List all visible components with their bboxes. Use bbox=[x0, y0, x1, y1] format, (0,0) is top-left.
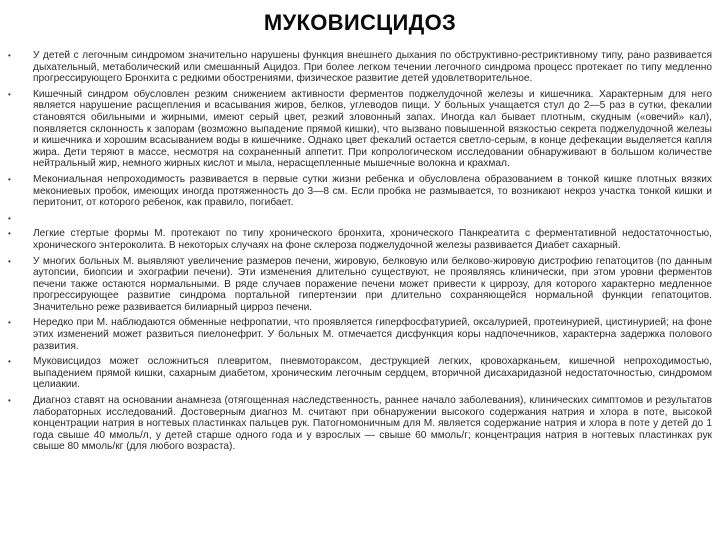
bullet-text bbox=[33, 213, 712, 225]
bullet-list bbox=[8, 50, 712, 457]
bullet-text: У многих больных М. выявляют увеличение размеров печени, жировую, белковую или белково-жировую дистрофию гепатоцитов (по данным аутопсии, биопсии и эхографии печени). Эти изменения длительно существуют, не проявляясь клинически, при этом уровни ферментов печени также остаются нормальными. В ряде случаев поражение печени может привести к циррозу, для которого характерно медленное прогрессирующее развитие синдрома портальной гипертензии при длительно сохраняющейся нормальной функции гепатоцитов. Значительно реже развивается билиарный цирроз печени. bbox=[33, 255, 712, 313]
bullet-icon: • bbox=[8, 256, 11, 266]
slide-title: МУКОВИСЦИДОЗ bbox=[263, 10, 457, 35]
bullet-icon: • bbox=[8, 89, 11, 99]
bullet-item bbox=[8, 256, 712, 314]
bullet-text: Легкие стертые формы М. протекают по типу хронического бронхита, хронического Панкреатита с ферментативной недостаточностью, хронического энтероколита. В некоторых случаях на фоне склероза поджелудочной железы развивается Диабет сахарный. bbox=[33, 228, 712, 251]
bullet-icon: • bbox=[8, 174, 11, 184]
bullet-icon: • bbox=[8, 357, 11, 367]
bullet-item bbox=[8, 174, 712, 209]
bullet-text: Кишечный синдром обусловлен резким снижением активности ферментов поджелудочной железы и кишечника. Характерным для него является нарушение расщепления и всасывания жиров, белков, углеводов пищи. У больных учащается стул до 2—5 раз в сутки, фекалии становятся обильными и жирными, имеют серый цвет, резкий зловонный запах. Иногда кал бывает плотным, скудным («овечий» кал), появляется склонность к запорам (возможно выпадение прямой кишки), что вызвано повышенной вязкостью секрета поджелудочной железы и кишечника и хорошим всасыванием воды в кишечнике. Однако цвет фекалий остается светло-серым, в конце дефекации выделяется капля жира. Дети теряют в массе, несмотря на сохраненный аппетит. При копрологическом исследовании обнаруживают в большом количестве нейтральный жир, немного жирных кислот и мыла, нерасщепленные мышечные волокна и крахмал. bbox=[33, 88, 712, 170]
bullet-text: Нередко при М. наблюдаются обменные нефропатии, что проявляется гиперфосфатурией, оксалурией, протеинурией, цистинурией; на фоне этих изменений может развиться пиелонефрит. У больных М. отмечается дисфункция коры надпочечников, характерна задержка полового развития. bbox=[33, 317, 712, 352]
bullet-icon: • bbox=[8, 51, 11, 60]
bullet-icon: • bbox=[8, 318, 11, 328]
bullet-text: У детей с легочным синдромом значительно нарушены функция внешнего дыхания по обструктивно-рестриктивному типу, рано развивается дыхательный, метаболический или смешанный Ацидоз. При более легком течении легочного синдрома процесс протекает по типу медленно прогрессирующего Бронхита с редкими обострениями, физическое развитие детей удовлетворительное. bbox=[33, 50, 712, 85]
bullet-icon: • bbox=[8, 213, 11, 223]
bullet-item bbox=[8, 228, 712, 251]
bullet-icon: • bbox=[8, 229, 11, 239]
bullet-item-empty bbox=[8, 213, 712, 225]
bullet-text: Мекониальная непроходимость развивается в первые сутки жизни ребенка и обусловлена образованием в тонкой кишке плотных вязких мекониевых пробок, имеющих иногда протяженность до 3—8 см. Если пробка не размывается, то возникают некроз участка тонкой кишки и перитонит, от которого ребенок, как правило, погибает. bbox=[33, 173, 712, 209]
bullet-item bbox=[8, 356, 712, 391]
bullet-text: Диагноз ставят на основании анамнеза (отягощенная наследственность, раннее начало заболевания), клинических симптомов и результатов лабораторных исследований. Достоверным диагноз М. считают при обнаружении высокого содержания натрия и хлора в поте, высокой концентрации натрия в ногтевых пластинках пальцев рук. Патогномоничным для М. является содержание натрия и хлора в поте у детей до 1 года свыше 40 ммоль/л, у детей старше одного года и у взрослых — свыше 60 ммоль/г; концентрация натрия в ногтевых пластинках рук свыше 80 ммоль/кг (для любого возраста). bbox=[33, 395, 712, 453]
bullet-item bbox=[8, 89, 712, 170]
bullet-icon: • bbox=[8, 396, 11, 406]
bullet-item bbox=[8, 395, 712, 453]
bullet-item bbox=[8, 317, 712, 352]
bullet-item bbox=[8, 50, 712, 85]
bullet-text: Муковисцидоз может осложниться плевритом, пневмотораксом, деструкцией легких, кровохарканьем, кишечной непроходимостью, выпадением прямой кишки, сахарным диабетом, хроническим легочным сердцем, вторичной дисахаридазной недостаточностью, синдромом целиакии. bbox=[33, 356, 712, 391]
